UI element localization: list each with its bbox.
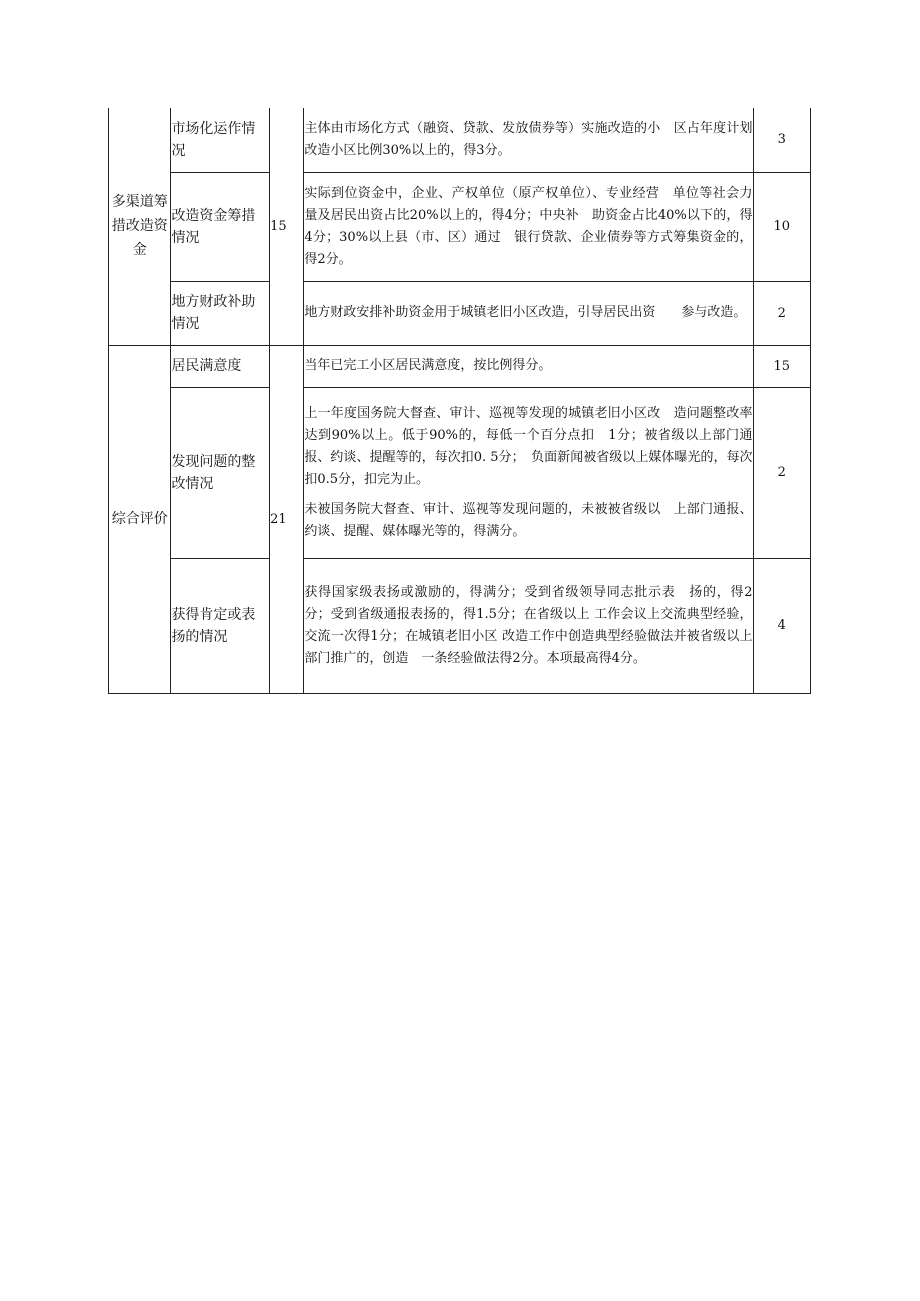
description-cell: [304, 558, 753, 693]
table-row: [109, 387, 811, 558]
item-cell: 地方财政补助情况: [171, 281, 270, 345]
item-cell: 获得肯定或表扬的情况: [171, 558, 270, 693]
item-cell: 改造资金筹措情况: [171, 172, 270, 281]
score-cell: 10: [753, 172, 810, 281]
description-text: 地方财政安排补助资金用于城镇老旧小区改造，引导居民出资 参与改造。: [304, 305, 747, 320]
score-cell: 2: [753, 387, 810, 558]
description-text: 获得国家级表扬或激励的，得满分；受到省级领导同志批示表 扬的，得2分；受到省级通报表扬的，得1.5分；在省级以上 工作会议上交流典型经验，交流一次得1分；在城镇老旧小区 改造工作中创造典型经验做法并被省级以上部门推广的，创造 一条经验做法得2分。本项最高得4分。: [304, 584, 753, 666]
score-cell: 2: [753, 281, 810, 345]
table-row: [109, 281, 811, 345]
description-text: 当年已完工小区居民满意度，按比例得分。: [304, 358, 552, 373]
table-row: [109, 108, 811, 172]
description-cell: [304, 387, 753, 558]
table-row: [109, 558, 811, 693]
description-text: 实际到位资金中，企业、产权单位（原产权单位）、专业经营 单位等社会力量及居民出资占比20%以上的，得4分；中央补 助资金占比40%以下的，得4分；30%以上县（市、区）通过 银行贷款、企业债券等方式筹集资金的，得2分。: [304, 185, 753, 267]
description-cell: [304, 108, 753, 172]
description-cell: [304, 345, 753, 387]
category-cell: 综合评价: [109, 345, 171, 693]
item-cell: 居民满意度: [171, 345, 270, 387]
table-row: [109, 172, 811, 281]
description-text: 主体由市场化方式（融资、贷款、发放债券等）实施改造的小 区占年度计划改造小区比例30%以上的，得3分。: [304, 120, 753, 158]
category-cell: 多渠道筹措改造资 金: [109, 108, 171, 345]
scoring-table: [108, 108, 811, 694]
description-cell: [304, 172, 753, 281]
score-cell: 15: [753, 345, 810, 387]
item-cell: 发现问题的整改情况: [171, 387, 270, 558]
total-score-cell: 15: [270, 108, 304, 345]
total-score-cell: 21: [270, 345, 304, 693]
score-cell: 4: [753, 558, 810, 693]
score-cell: 3: [753, 108, 810, 172]
description-cell: [304, 281, 753, 345]
description-text: 上一年度国务院大督查、审计、巡视等发现的城镇老旧小区改 造问题整改率达到90%以上。低于90%的，每低一个百分点扣 1分；被省级以上部门通报、约谈、提醒等的，每次扣0. 5分； 负面新闻被省级以上媒体曝光的，每次扣0.5分，扣完为止。: [304, 405, 753, 487]
description-text: 未被国务院大督查、审计、巡视等发现问题的，未被被省级以 上部门通报、约谈、提醒、媒体曝光等的，得满分。: [304, 501, 753, 539]
table-row: [109, 345, 811, 387]
item-cell: 市场化运作情况: [171, 108, 270, 172]
